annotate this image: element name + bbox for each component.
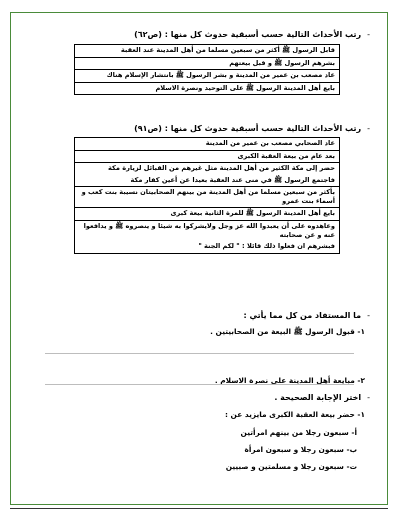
question-2-box [74, 137, 340, 254]
question-2-item: بعد عام من بيعة العقبة الكبرى [75, 150, 339, 163]
question-1-item: بايع أهل المدينة الرسول ﷺ على التوحيد ونصرة الاسلام [75, 82, 339, 95]
footer-divider [10, 508, 388, 509]
question-1-item: عاد مصعب بن عمير من المدينة و بشر الرسول ﷺ بانتشار الإسلام هناك [75, 69, 339, 82]
question-4-heading [274, 393, 370, 402]
question-3-heading [243, 311, 370, 320]
question-3-title: ما المستفاد من كل مما يأتي : [243, 311, 362, 320]
question-2-item: فاجتمع الرسول ﷺ في منى عند العقبة بعيدا عن أعين كفار مكة [130, 175, 335, 184]
question-1-title: رتب الأحداث التالية حسب أسبقية حدوث كل منها : (ص٦٢) [134, 30, 362, 39]
question-1-box [74, 44, 340, 95]
question-1-item: بشرهم الرسول ﷺ و قبل بيعتهم [75, 57, 339, 70]
question-2-bullet: - [367, 124, 370, 133]
question-4-option: أ- سبعون رجلا من بينهم امرأتين [240, 428, 357, 437]
answer-line [45, 384, 354, 385]
question-1-bullet: - [367, 30, 370, 39]
question-3-item-2: ٢- مبايعة أهل المدينة على نصرة الاسلام . [214, 376, 365, 385]
question-2-item: حضر إلى مكة الكثير من أهل المدينة مثل غيرهم من القبائل لزيارة مكة [75, 162, 339, 175]
question-2-item: بأكثر من سبعين مسلما من أهل المدينة من بينهم الصحابيتان نسيبة بنت كعب و أسماء بنت عمرو [75, 186, 339, 207]
question-2-item: عاد الصحابي مصعب بن عمير من المدينة [205, 139, 335, 147]
question-1-item: قابل الرسول ﷺ أكثر من سبعين مسلما من أهل المدينة عند العقبة [120, 46, 335, 54]
question-4-option: ب- سبعون رجلا و سبعون امرأة [244, 445, 357, 454]
question-2-item: بايع أهل المدينة الرسول ﷺ للمرة الثانية بيعة كبرى [75, 207, 339, 220]
question-3-bullet: - [367, 311, 370, 320]
answer-line [45, 353, 354, 354]
question-4-option: ت- سبعون رجلا و مسلمتين و صبيين [225, 462, 357, 471]
question-4-question: ١- حضر بيعة العقبة الكبرى مايزيد عن : [225, 410, 365, 419]
question-3-item-1: ١- قبول الرسول ﷺ البيعة من الصحابيتين . [210, 327, 365, 336]
question-4-bullet: - [367, 393, 370, 402]
question-2-title: رتب الأحداث التالية حسب أسبقية حدوث كل منها : (ص٩١) [134, 124, 362, 133]
question-2-item: فبشرهم ان فعلوا ذلك قائلا : " لكم الجنة " [198, 242, 335, 251]
question-4-title: اختر الإجابة الصحيحة . [274, 393, 362, 402]
question-2-item: وعاهدوه على أن يعبدوا الله عز وجل ولايشركوا به شيئا و ينصروه ﷺ و يدافعوا عنه و عن صحابته [75, 220, 339, 241]
question-2-heading [134, 124, 370, 133]
question-1-heading [134, 30, 370, 39]
